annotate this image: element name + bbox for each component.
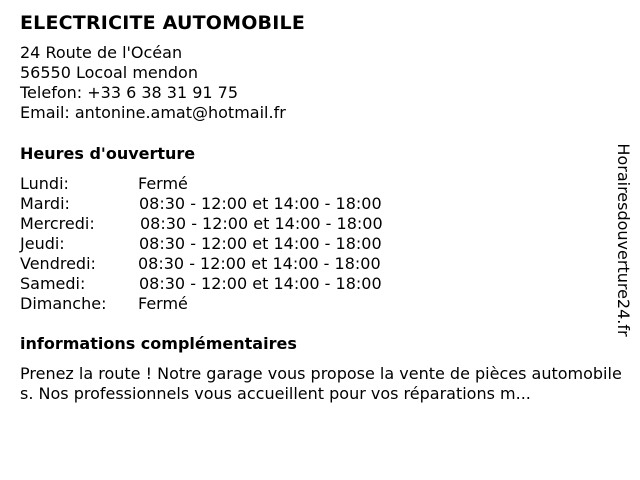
hours-value: Fermé [138, 174, 188, 193]
phone: Telefon: +33 6 38 31 91 75 [20, 83, 239, 102]
watermark-text: Horairesdouverture24.fr [614, 143, 633, 337]
hours-value: 08:30 - 12:00 et 14:00 - 18:00 [138, 254, 381, 273]
hours-day: Mardi: [20, 194, 70, 213]
description-text: Prenez la route ! Notre garage vous propose la vente de pièces automobiles. Nos professionnels vous accueillent pour vos réparations m... [20, 364, 622, 403]
address-line2: 56550 Locoal mendon [20, 63, 198, 82]
hours-day: Jeudi: [20, 234, 65, 253]
contact-block [20, 43, 286, 123]
address-line1: 24 Route de l'Océan [20, 43, 183, 62]
hours-day: Samedi: [20, 274, 86, 293]
hours-value: 08:30 - 12:00 et 14:00 - 18:00 [139, 234, 382, 253]
business-name: ELECTRICITE AUTOMOBILE [20, 12, 305, 34]
hours-value: Fermé [138, 294, 188, 313]
hours-value: 08:30 - 12:00 et 14:00 - 18:00 [139, 274, 382, 293]
hours-heading: Heures d'ouverture [20, 144, 196, 163]
email: Email: antonine.amat@hotmail.fr [20, 103, 286, 122]
hours-value: 08:30 - 12:00 et 14:00 - 18:00 [139, 194, 382, 213]
hours-day: Lundi: [20, 174, 69, 193]
hours-day: Dimanche: [20, 294, 107, 313]
hours-day: Mercredi: [20, 214, 95, 233]
watermark [610, 136, 636, 344]
info-heading: informations complémentaires [20, 334, 297, 353]
hours-day: Vendredi: [20, 254, 96, 273]
hours-value: 08:30 - 12:00 et 14:00 - 18:00 [140, 214, 383, 233]
